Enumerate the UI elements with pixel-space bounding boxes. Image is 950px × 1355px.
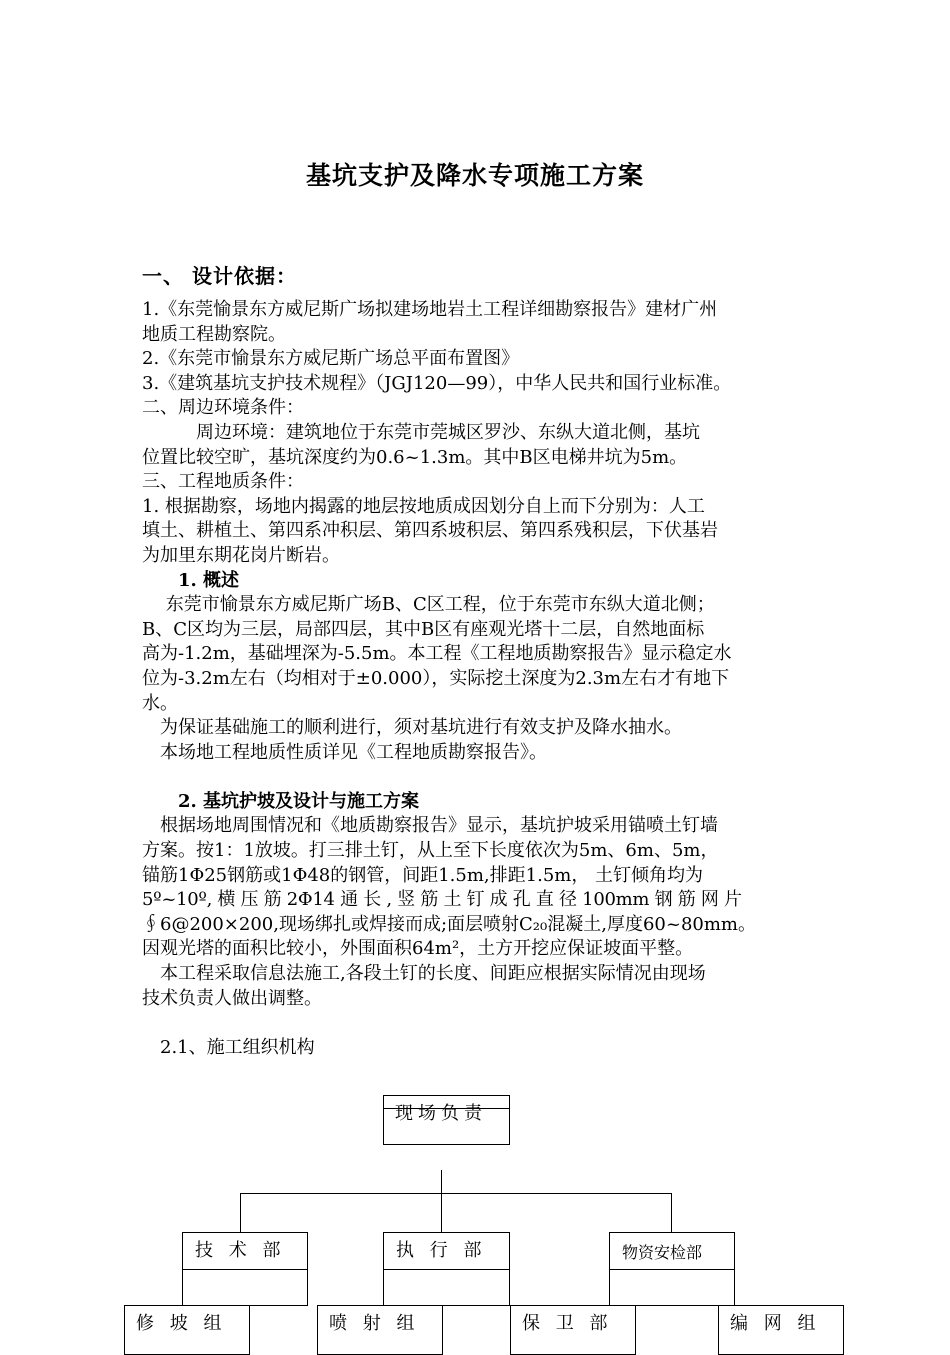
text-line: 位为-3.2m左右（均相对于±0.000），实际挖土深度为2.3m左右才有地下 <box>142 667 730 689</box>
text-line: 本场地工程地质性质详见《工程地质勘察报告》。 <box>142 741 547 763</box>
section-heading-surroundings: 二、周边环境条件： <box>142 397 304 419</box>
text-line: 因观光塔的面积比较小，外围面积64m²，土方开挖应保证坡面平整。 <box>142 938 694 960</box>
org-connector <box>240 1193 241 1233</box>
org-connector <box>671 1193 672 1233</box>
org-label-tech-dept: 技 术 部 <box>195 1240 286 1261</box>
text-line: 5º~10º, 横 压 筋 2Φ14 通 长 , 竖 筋 土 钉 成 孔 直 径 100mm 钢 筋 网 片 <box>142 889 742 911</box>
text-line: 为加里东期花岗片断岩。 <box>142 544 340 566</box>
org-label-site-manager: 现场负责 <box>395 1103 487 1124</box>
text-line: 技术负责人做出调整。 <box>142 987 322 1009</box>
text-line: 1. 根据勘察，场地内揭露的地层按地质成因划分自上而下分别为：人工 <box>142 495 705 517</box>
text-line: 根据场地周围情况和《地质勘察报告》显示，基坑护坡采用锚喷土钉墙 <box>142 815 718 837</box>
text-line: ∮6@200×200,现场绑扎或焊接而成;面层喷射C₂₀混凝土,厚度60~80mm。 <box>142 913 756 935</box>
org-label-exec-dept: 执 行 部 <box>396 1240 487 1261</box>
org-connector <box>441 1170 442 1233</box>
text-line: 水。 <box>142 692 178 714</box>
text-line: 3.《建筑基坑支护技术规程》（JGJ120—99），中华人民共和国行业标准。 <box>142 372 732 394</box>
org-label-slope-group: 修 坡 组 <box>136 1313 227 1334</box>
org-label-spray-group: 喷 射 组 <box>329 1313 420 1334</box>
org-label-clip <box>383 1094 510 1124</box>
text-line: 填土、耕植土、第四系冲积层、第四系坡积层、第四系残积层，下伏基岩 <box>142 520 718 542</box>
org-divider <box>383 1108 510 1109</box>
org-divider <box>182 1269 308 1270</box>
section-heading-design-basis: 一、 设计依据： <box>142 264 297 288</box>
text-line: 位置比较空旷，基坑深度约为0.6~1.3m。其中B区电梯井坑为5m。 <box>142 446 688 468</box>
org-label-mesh-group: 编 网 组 <box>730 1313 821 1334</box>
text-line: 本工程采取信息法施工,各段土钉的长度、间距应根据实际情况由现场 <box>142 963 706 985</box>
org-label-materials-safety-dept: 物资安检部 <box>622 1243 703 1262</box>
org-divider <box>383 1269 510 1270</box>
org-divider <box>609 1269 735 1270</box>
subheading-organization: 2.1、施工组织机构 <box>142 1036 315 1058</box>
text-line: 锚筋1Φ25钢筋或1Φ48的钢管，间距1.5m,排距1.5m， 土钉倾角均为 <box>142 864 704 886</box>
org-connector <box>240 1193 672 1194</box>
document-title: 基坑支护及降水专项施工方案 <box>305 161 644 190</box>
text-line: 为保证基础施工的顺利进行，须对基坑进行有效支护及降水抽水。 <box>142 717 682 739</box>
text-line: 2.《东莞市愉景东方威尼斯广场总平面布置图》 <box>142 348 520 370</box>
text-line: 1.《东莞愉景东方威尼斯广场拟建场地岩土工程详细勘察报告》建材广州 <box>142 299 718 320</box>
text-line: 地质工程勘察院。 <box>142 323 286 345</box>
text-line: 高为-1.2m，基础埋深为-5.5m。本工程《工程地质勘察报告》显示稳定水 <box>142 643 732 665</box>
subheading-overview: 1. 概述 <box>142 569 240 591</box>
section-heading-geology: 三、工程地质条件： <box>142 471 304 493</box>
text-line: 方案。按1：1放坡。打三排土钉，从上至下长度依次为5m、6m、5m， <box>142 840 719 862</box>
org-label-security-dept: 保 卫 部 <box>522 1313 613 1334</box>
text-line: B、C区均为三层，局部四层，其中B区有座观光塔十二层，自然地面标 <box>142 618 705 640</box>
text-line: 东莞市愉景东方威尼斯广场B、C区工程，位于东莞市东纵大道北侧； <box>142 594 715 616</box>
text-line: 周边环境：建筑地位于东莞市莞城区罗沙、东纵大道北侧，基坑 <box>142 421 700 443</box>
subheading-slope-protection: 2. 基坑护坡及设计与施工方案 <box>142 790 420 812</box>
